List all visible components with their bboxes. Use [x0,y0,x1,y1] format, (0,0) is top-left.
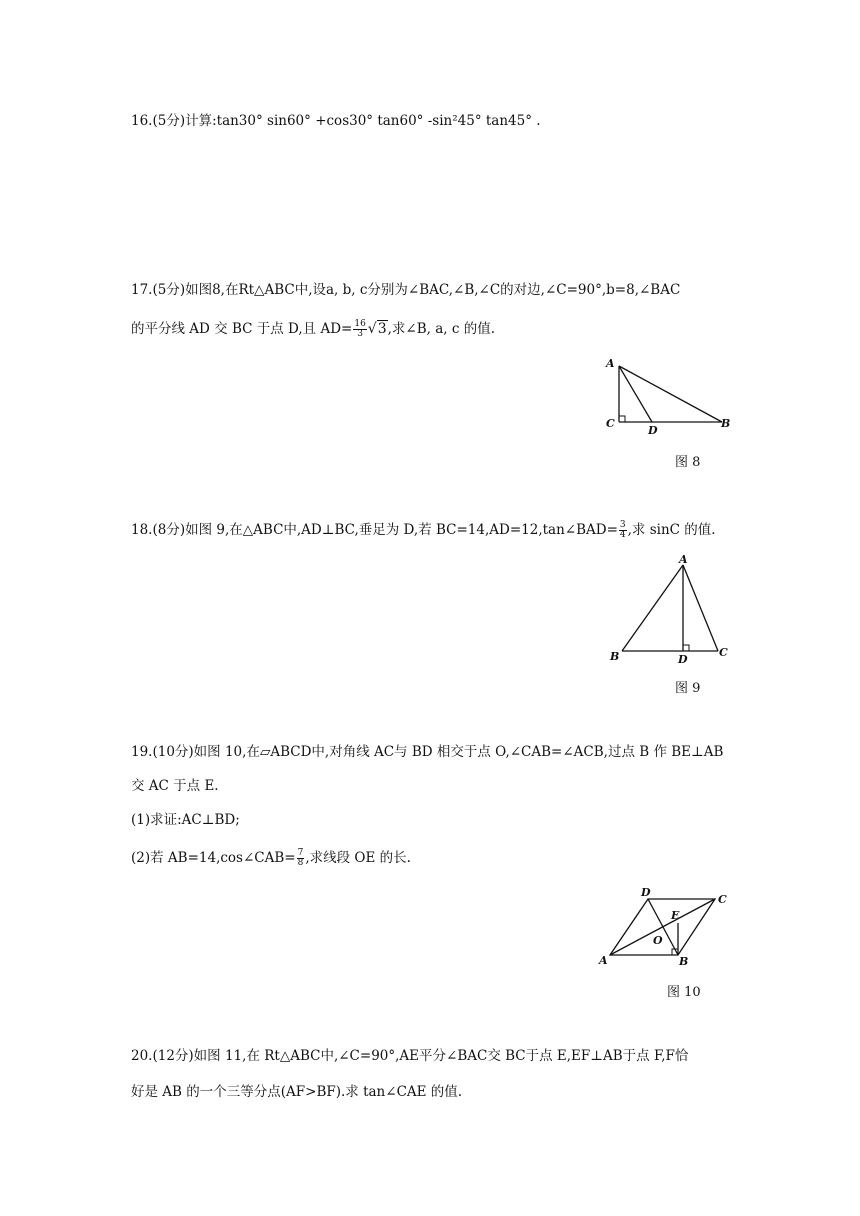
fig8-side-ab [619,366,722,422]
fig9-label-a: A [679,553,688,566]
q19-text-line1: 19.(10分)如图 10,在▱ABCD中,对角线 AC与 BD 相交于点 O,∠CAB=∠ACB,过点 B 作 BE⊥AB [131,744,724,760]
q17-fraction [353,320,366,339]
fig10-label-e: E [671,909,680,922]
q19-fraction [297,849,305,868]
q17-frac-num: 16 [354,319,366,329]
q19-part1: (1)求证:AC⊥BD; [131,812,240,828]
q19-part2 [131,848,411,868]
fig10-label-b: B [679,955,689,968]
q17-text-line1: 17.(5分)如图8,在Rt△ABC中,设a, b, c分别为∠BAC,∠B,∠C的对边,∠C=90°,b=8,∠BAC [131,282,681,298]
fig9-side-ab [622,565,683,651]
q18-frac-num: 3 [619,520,626,530]
q19-frac-den: 8 [297,858,304,868]
q19-part2-pre: (2)若 AB=14,cos∠CAB= [131,850,296,866]
q17-sqrt-symbol: √ [367,321,377,337]
fig9-label-c: C [719,646,728,659]
q18-pre: 18.(8分)如图 9,在△ABC中,AD⊥BC,垂足为 D,若 BC=14,AD=12,tan∠BAD= [131,522,618,538]
q17-line2-post: ,求∠B, a, c 的值. [387,321,496,337]
fig8-right-angle-mark [619,416,625,422]
figure-9 [606,555,736,665]
fig9-label-b: B [610,650,620,663]
fig9-label-d: D [678,653,688,666]
fig8-label-c: C [606,417,615,430]
fig8-label-b: B [721,417,731,430]
fig9-right-angle-mark [683,645,689,651]
fig8-label-d: D [648,424,658,437]
fig9-side-ac [683,565,718,651]
figure-9-caption: 图 9 [675,681,701,696]
figure-10-caption: 图 10 [667,985,701,1000]
q19-part2-post: ,求线段 OE 的长. [305,850,411,866]
q17-sqrt-value: 3 [377,321,387,337]
q20-text-line2: 好是 AB 的一个三等分点(AF>BF).求 tan∠CAE 的值. [131,1084,463,1100]
fig10-label-a: A [599,954,608,967]
q18-frac-den: 4 [619,530,626,540]
q19-text-line2: 交 AC 于点 E. [131,778,219,794]
fig10-label-d: D [641,886,651,899]
q16-text: 16.(5分)计算:tan30° sin60° +cos30° tan60° -sin²45° tan45° . [131,113,541,129]
q18-post: ,求 sinC 的值. [627,522,716,538]
q20-text-line1: 20.(12分)如图 11,在 Rt△ABC中,∠C=90°,AE平分∠BAC交 BC于点 E,EF⊥AB于点 F,F恰 [131,1048,689,1064]
fig8-label-a: A [606,357,615,370]
q17-line2-pre: 的平分线 AD 交 BC 于点 D,且 AD= [131,321,353,337]
q17-frac-den: 3 [357,329,363,339]
figure-8 [600,352,740,437]
q17-text-line2 [131,319,495,339]
q17-sqrt [368,320,388,337]
q18-text [131,520,716,540]
q18-fraction [619,521,627,540]
figure-10 [596,884,736,974]
fig10-label-c: C [718,893,727,906]
fig10-label-o: O [653,934,663,947]
q19-frac-num: 7 [297,848,304,858]
figure-8-caption: 图 8 [675,455,701,470]
